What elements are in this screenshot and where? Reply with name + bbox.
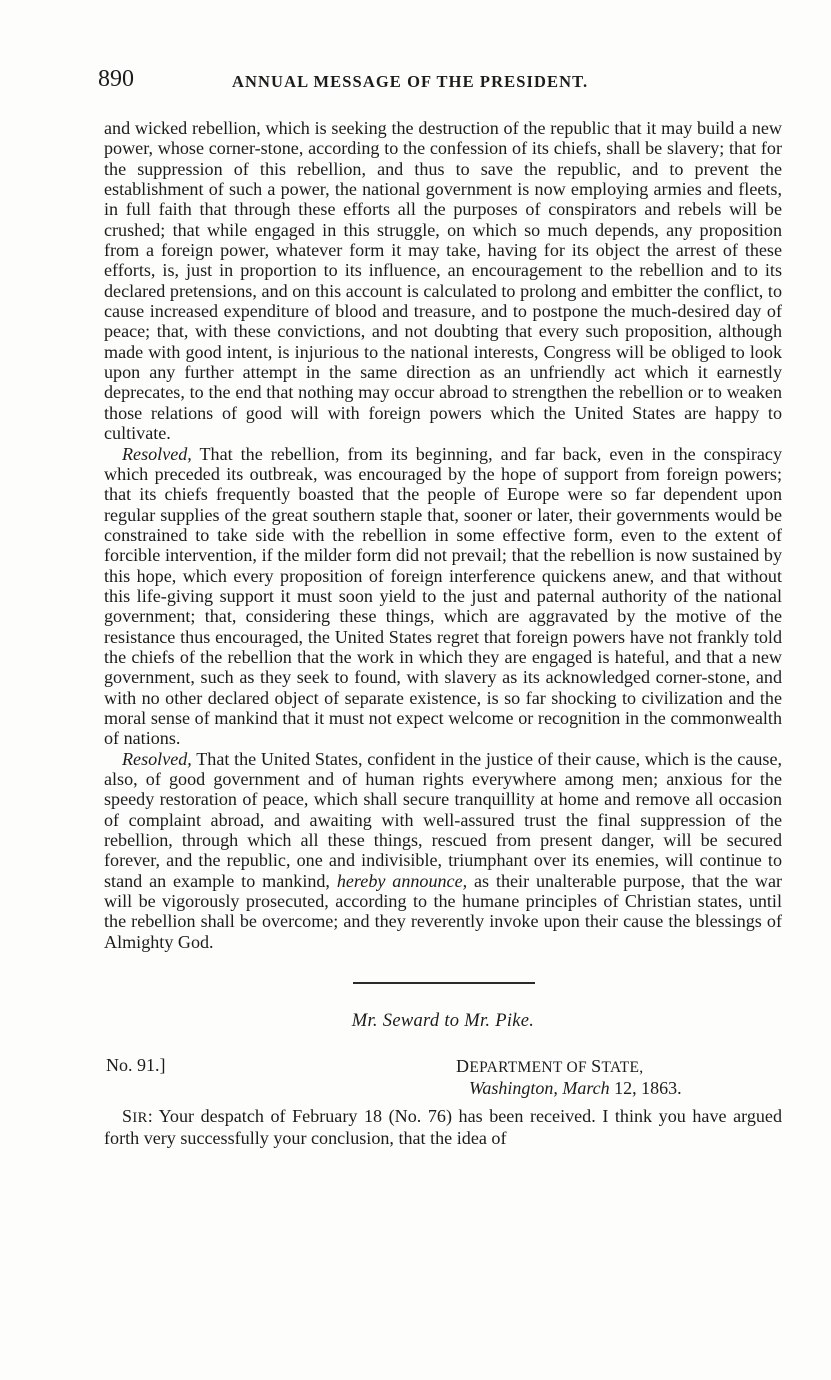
resolved-text-b: as their unalterable purpose, that the war will be vigorously prosecuted, according to the humane principles of Christian states, until the rebellion shall be overcome; and they reverently invoke upon their cause the blessings of Almighty God. bbox=[104, 870, 783, 952]
resolved-text: That the rebellion, from its beginning, and far back, even in the conspiracy which preceded its outbreak, was encouraged by the hope of support from foreign powers; that its chiefs frequently boasted that the people of Europe were so far dependent upon regular supplies of the great southern staple that, sooner or later, their governments would be constrained to take side with the rebellion in some effective form, even to the extent of forcible intervention, if the milder form did not prevail; that the rebellion is now sustained by this hope, which every proposition of foreign interference quickens anew, and that without this life-giving support it must soon yield to the just and paternal authority of the national government; that, considering these things, which are aggravated by the motive of the resistance thus encouraged, the United States regret that foreign powers have not frankly told the chiefs of the rebellion that the work in which they are engaged is hateful, and that a new government, such as they seek to found, with slavery as its acknowledged corner-stone, and with no other declared object of separate existence, is so far shocking to civilization and the moral sense of mankind that it must not expect welcome or recognition in the commonwealth of nations. bbox=[104, 443, 782, 749]
page-number: 890 bbox=[98, 66, 134, 92]
resolved-label: Resolved, bbox=[122, 443, 192, 464]
body-text bbox=[104, 118, 782, 952]
page-header bbox=[98, 62, 782, 102]
resolved-text-a: That the United States, confident in the justice of their cause, which is the cause, also, of good government and of human rights everywhere among men; anxious for the speedy restoration of peace, which shall secure tranquillity at home and remove all occasion of complaint abroad, and awaiting with well-assured trust the final suppression of the rebellion, through which all these things, rescued from present danger, will be secured forever, and the republic, one and indivisible, triumphant over its enemies, will continue to stand an example to mankind, bbox=[104, 748, 782, 891]
resolved-label: Resolved, bbox=[122, 748, 192, 769]
running-title: ANNUAL MESSAGE OF THE PRESIDENT. bbox=[232, 72, 589, 91]
letter-date: Washington, March 12, 1863. bbox=[469, 1078, 682, 1099]
letter-opening: SIR: Your despatch of February 18 (No. 76) has been received. I think you have argued forth very successfully your conclusion, that the idea of bbox=[104, 1106, 782, 1149]
letter-number: No. 91.] bbox=[106, 1055, 166, 1076]
salutation: SIR bbox=[122, 1106, 148, 1127]
paragraph-resolved-2 bbox=[104, 749, 782, 952]
letter-dateline bbox=[104, 1054, 782, 1106]
document-page bbox=[98, 62, 783, 1167]
department-name: DEPARTMENT OF STATE, bbox=[456, 1056, 644, 1077]
resolved-emphasis: hereby announce, bbox=[336, 870, 468, 891]
paragraph-resolved-1 bbox=[104, 444, 782, 749]
paragraph-continuation: and wicked rebellion, which is seeking the destruction of the republic that it may build a new power, whose corner-stone, according to the confession of its chiefs, shall be slavery; that for the suppression of this rebellion, and thus to save the republic, and to prevent the establishment of such a power, the national government is now employing armies and fleets, in full faith that through these efforts all the purposes of conspirators and rebels will be crushed; that while engaged in this struggle, on which so much depends, any proposition from a foreign power, whatever form it may take, having for its object the arrest of these efforts, is, just in proportion to its influence, an encouragement to the rebellion and to its declared pretensions, and on this account is calculated to prolong and embitter the conflict, to cause increased expenditure of blood and treasure, and to postpone the much-desired day of peace; that, with these convictions, and not doubting that every such proposition, although made with good intent, is injurious to the national interests, Congress will be obliged to look upon any further attempt in the same direction as an unfriendly act which it earnestly deprecates, to the end that nothing may occur abroad to strengthen the rebellion or to weaken those relations of good will with foreign powers which the United States are happy to cultivate. bbox=[104, 118, 782, 444]
letter-title: Mr. Seward to Mr. Pike. bbox=[351, 1011, 535, 1032]
section-divider bbox=[353, 982, 535, 984]
